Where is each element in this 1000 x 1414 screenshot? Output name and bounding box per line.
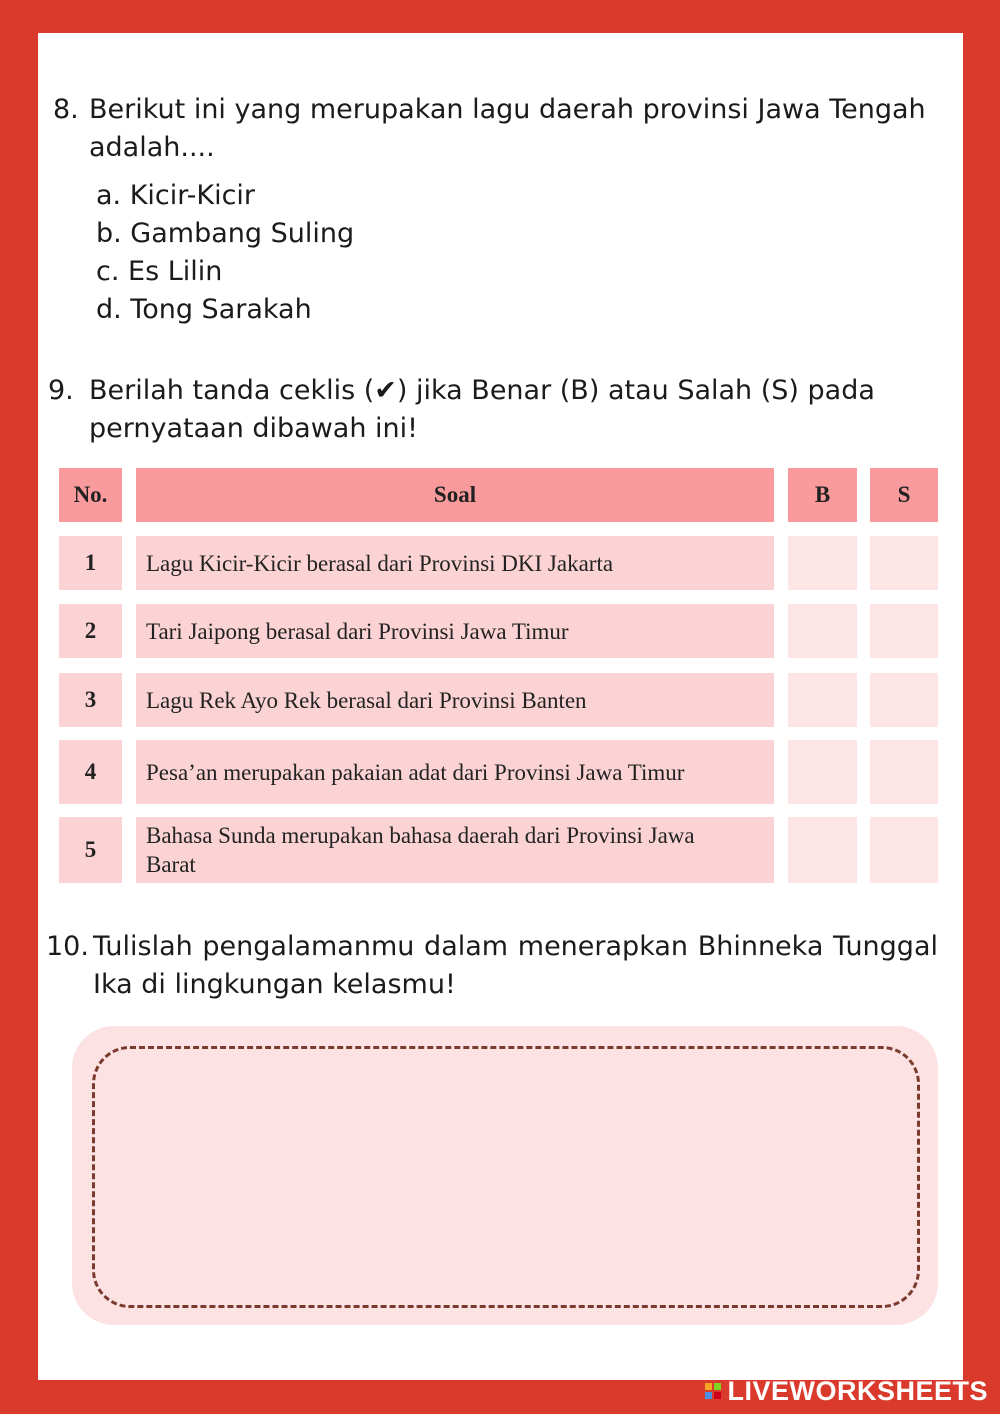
question-8-text	[89, 91, 926, 167]
row-2-number: 2	[59, 604, 122, 658]
row-4-statement: Pesa’an merupakan pakaian adat dari Provinsi Jawa Timur	[136, 740, 774, 804]
row-5-salah-checkbox[interactable]	[870, 817, 938, 883]
header-s: S	[870, 468, 938, 522]
question-8-text-line-2: adalah....	[89, 132, 215, 163]
row-5-benar-checkbox[interactable]	[788, 817, 857, 883]
row-4-number: 4	[59, 740, 122, 804]
question-10-text-line-2: Ika di lingkungan kelasmu!	[93, 969, 456, 1000]
row-3-statement: Lagu Rek Ayo Rek berasal dari Provinsi Banten	[136, 673, 774, 727]
option-b[interactable]: b. Gambang Suling	[96, 218, 355, 249]
row-4-salah-checkbox[interactable]	[870, 740, 938, 804]
header-soal: Soal	[136, 468, 774, 522]
brand-name: LIVEWORKSHEETS	[727, 1375, 988, 1406]
row-5-statement: Bahasa Sunda merupakan bahasa daerah dari Provinsi Jawa Barat	[136, 817, 774, 883]
row-5-number: 5	[59, 817, 122, 883]
question-9-text-line-1: Berilah tanda ceklis (✔) jika Benar (B) atau Salah (S) pada	[89, 375, 875, 406]
liveworksheets-brand	[705, 1376, 988, 1406]
header-b: B	[788, 468, 857, 522]
answer-textarea[interactable]	[92, 1046, 920, 1308]
row-4-benar-checkbox[interactable]	[788, 740, 857, 804]
question-8-options	[96, 177, 354, 329]
option-d[interactable]: d. Tong Sarakah	[96, 294, 312, 325]
row-1-salah-checkbox[interactable]	[870, 536, 938, 590]
option-a[interactable]: a. Kicir-Kicir	[96, 180, 256, 211]
option-c[interactable]: c. Es Lilin	[96, 256, 223, 287]
question-9	[48, 372, 938, 452]
question-10	[46, 928, 938, 1008]
question-9-text-line-2: pernyataan dibawah ini!	[89, 413, 418, 444]
question-8-number: 8.	[53, 94, 79, 125]
question-8	[53, 91, 933, 171]
header-no: No.	[59, 468, 122, 522]
question-10-text	[93, 928, 938, 1004]
row-3-benar-checkbox[interactable]	[788, 673, 857, 727]
liveworksheets-logo-icon	[705, 1383, 721, 1399]
question-9-number: 9.	[48, 375, 74, 406]
row-2-benar-checkbox[interactable]	[788, 604, 857, 658]
row-1-statement: Lagu Kicir-Kicir berasal dari Provinsi DKI Jakarta	[136, 536, 774, 590]
row-3-number: 3	[59, 673, 122, 727]
question-9-text	[89, 372, 875, 448]
row-3-salah-checkbox[interactable]	[870, 673, 938, 727]
question-10-number: 10.	[46, 931, 89, 962]
row-2-salah-checkbox[interactable]	[870, 604, 938, 658]
row-1-benar-checkbox[interactable]	[788, 536, 857, 590]
row-2-statement: Tari Jaipong berasal dari Provinsi Jawa Timur	[136, 604, 774, 658]
question-8-text-line-1: Berikut ini yang merupakan lagu daerah provinsi Jawa Tengah	[89, 94, 926, 125]
question-10-text-line-1: Tulislah pengalamanmu dalam menerapkan Bhinneka Tunggal	[93, 931, 938, 962]
row-1-number: 1	[59, 536, 122, 590]
